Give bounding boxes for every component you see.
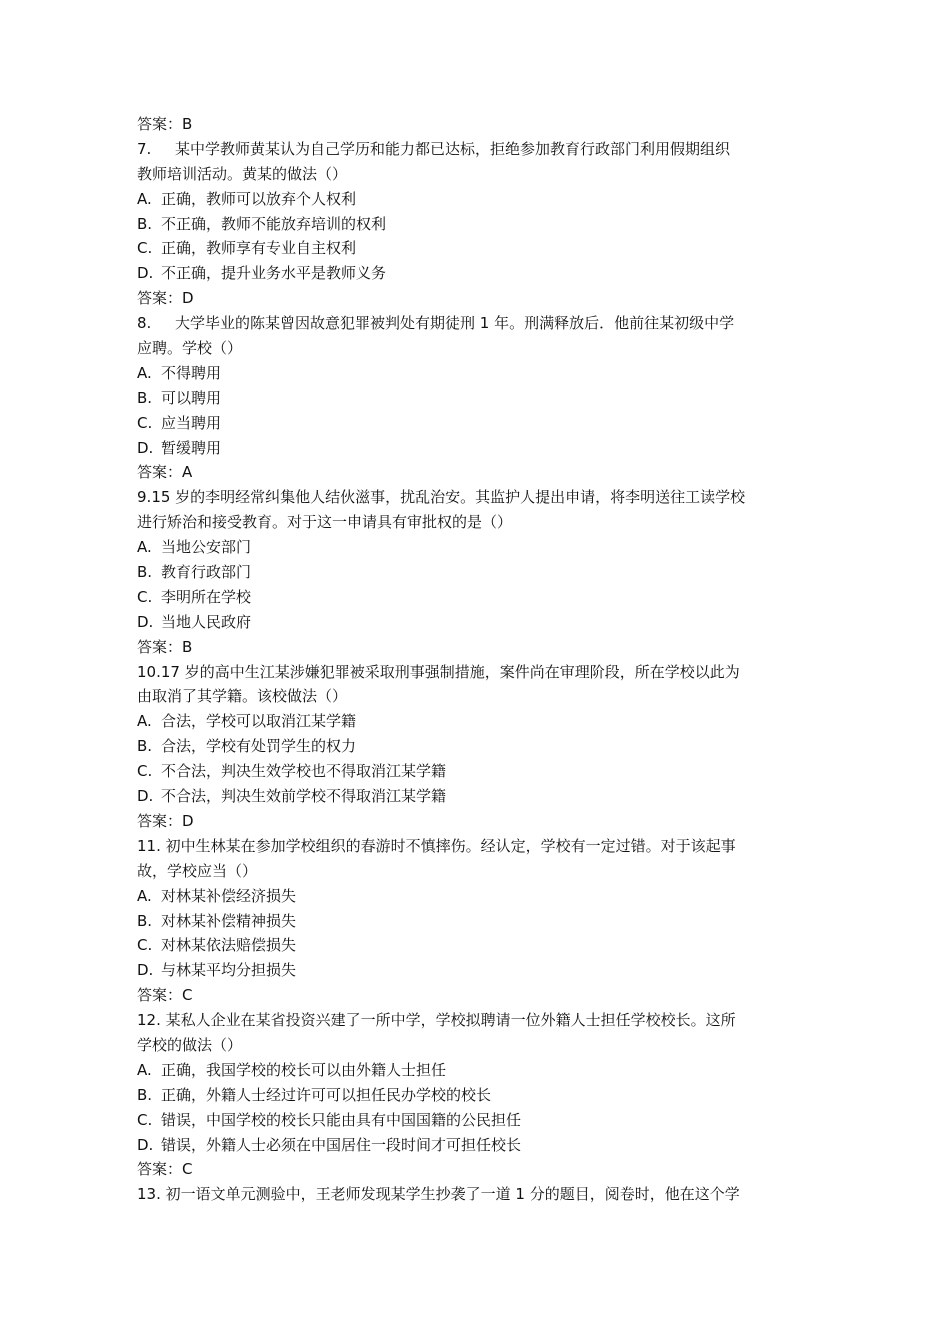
question-10 bbox=[137, 660, 827, 834]
option-letter: A. bbox=[137, 712, 152, 731]
option-d bbox=[137, 784, 827, 809]
option-letter: D. bbox=[137, 612, 154, 631]
question-stem-line: 教师培训活动。黄某的做法（） bbox=[137, 164, 348, 183]
answer-line: 答案：D bbox=[137, 811, 194, 830]
option-letter: A. bbox=[137, 886, 152, 905]
question-text: 17 岁的高中生江某涉嫌犯罪被采取刑事强制措施，案件尚在审理阶段，所在学校以此为 bbox=[160, 662, 740, 681]
question-text: 某私人企业在某省投资兴建了一所中学，学校拟聘请一位外籍人士担任学校校长。这所 bbox=[165, 1011, 736, 1030]
option-text: 不正确，提升业务水平是教师义务 bbox=[161, 264, 387, 283]
option-b bbox=[137, 909, 827, 934]
option-a bbox=[137, 187, 827, 212]
option-letter: A. bbox=[137, 538, 152, 557]
option-d bbox=[137, 1133, 827, 1158]
option-letter: B. bbox=[137, 388, 153, 407]
option-d bbox=[137, 261, 827, 286]
question-stem-line bbox=[137, 311, 827, 336]
question-11 bbox=[137, 834, 827, 1008]
option-text: 合法，学校有处罚学生的权力 bbox=[161, 737, 357, 756]
question-number: 10. bbox=[137, 662, 161, 681]
question-stem-line bbox=[137, 660, 827, 685]
option-text: 不合法，判决生效学校也不得取消江某学籍 bbox=[161, 762, 447, 781]
question-9 bbox=[137, 485, 827, 659]
question-number: 9. bbox=[137, 488, 152, 507]
option-letter: B. bbox=[137, 737, 153, 756]
question-12 bbox=[137, 1008, 827, 1182]
option-a bbox=[137, 884, 827, 909]
question-stem-line bbox=[137, 1182, 827, 1207]
option-a bbox=[137, 1058, 827, 1083]
option-a bbox=[137, 535, 827, 560]
question-8 bbox=[137, 311, 827, 485]
question-stem-line: 由取消了其学籍。该校做法（） bbox=[137, 687, 348, 706]
answer-line: 答案：B bbox=[137, 115, 193, 133]
option-text: 可以聘用 bbox=[161, 388, 222, 407]
option-letter: A. bbox=[137, 363, 152, 382]
option-d bbox=[137, 610, 827, 635]
question-stem-line bbox=[137, 1008, 827, 1033]
option-text: 教育行政部门 bbox=[161, 563, 252, 582]
question-number: 11. bbox=[137, 836, 161, 855]
question-number: 8. bbox=[137, 314, 152, 333]
option-c bbox=[137, 759, 827, 784]
option-a bbox=[137, 709, 827, 734]
option-b bbox=[137, 212, 827, 237]
question-13 bbox=[137, 1182, 827, 1207]
question-stem-line: 学校的做法（） bbox=[137, 1035, 243, 1054]
option-text: 正确，我国学校的校长可以由外籍人士担任 bbox=[161, 1060, 447, 1079]
option-text: 错误，中国学校的校长只能由具有中国国籍的公民担任 bbox=[161, 1110, 522, 1129]
option-text: 错误，外籍人士必须在中国居住一段时间才可担任校长 bbox=[161, 1135, 522, 1154]
option-c bbox=[137, 585, 827, 610]
answer-line: 答案：A bbox=[137, 463, 193, 482]
option-letter: D. bbox=[137, 787, 154, 806]
option-b bbox=[137, 560, 827, 585]
option-text: 李明所在学校 bbox=[161, 587, 252, 606]
option-letter: D. bbox=[137, 438, 154, 457]
option-text: 不正确，教师不能放弃培训的权利 bbox=[161, 214, 387, 233]
question-7 bbox=[137, 137, 827, 311]
question-text: 初中生林某在参加学校组织的春游时不慎摔伤。经认定，学校有一定过错。对于该起事 bbox=[165, 836, 736, 855]
option-text: 对林某依法赔偿损失 bbox=[161, 936, 297, 955]
option-text: 应当聘用 bbox=[161, 413, 222, 432]
page-content bbox=[137, 112, 827, 1207]
option-text: 对林某补偿经济损失 bbox=[161, 886, 297, 905]
option-letter: D. bbox=[137, 1135, 154, 1154]
question-number: 12. bbox=[137, 1011, 161, 1030]
answer-line: 答案：C bbox=[137, 1160, 193, 1179]
option-b bbox=[137, 734, 827, 759]
option-letter: B. bbox=[137, 214, 153, 233]
question-text: 某中学教师黄某认为自己学历和能力都已达标，拒绝参加教育行政部门利用假期组织 bbox=[175, 139, 731, 158]
option-letter: C. bbox=[137, 1110, 153, 1129]
option-a bbox=[137, 361, 827, 386]
option-letter: C. bbox=[137, 587, 153, 606]
question-text: 15 岁的李明经常纠集他人结伙滋事，扰乱治安。其监护人提出申请，将李明送往工读学校 bbox=[151, 488, 746, 507]
option-letter: C. bbox=[137, 413, 153, 432]
option-text: 不合法，判决生效前学校不得取消江某学籍 bbox=[161, 787, 447, 806]
option-text: 对林某补偿精神损失 bbox=[161, 911, 297, 930]
option-letter: D. bbox=[137, 961, 154, 980]
option-text: 与林某平均分担损失 bbox=[161, 961, 297, 980]
option-c bbox=[137, 933, 827, 958]
option-letter: C. bbox=[137, 762, 153, 781]
option-d bbox=[137, 958, 827, 983]
option-text: 当地公安部门 bbox=[161, 538, 252, 557]
option-letter: B. bbox=[137, 1085, 153, 1104]
option-letter: D. bbox=[137, 264, 154, 283]
option-letter: C. bbox=[137, 936, 153, 955]
question-stem-line: 进行矫治和接受教育。对于这一申请具有审批权的是（） bbox=[137, 513, 513, 532]
option-letter: A. bbox=[137, 1060, 152, 1079]
option-text: 暂缓聘用 bbox=[161, 438, 222, 457]
option-c bbox=[137, 1108, 827, 1133]
option-b bbox=[137, 1083, 827, 1108]
option-d bbox=[137, 436, 827, 461]
option-letter: B. bbox=[137, 563, 153, 582]
answer-line: 答案：B bbox=[137, 637, 193, 656]
answer-line: 答案：C bbox=[137, 986, 193, 1005]
option-text: 合法，学校可以取消江某学籍 bbox=[161, 712, 357, 731]
option-c bbox=[137, 411, 827, 436]
question-stem-line bbox=[137, 137, 827, 162]
question-stem-line: 应聘。学校（） bbox=[137, 339, 243, 358]
option-letter: C. bbox=[137, 239, 153, 258]
question-stem-line bbox=[137, 834, 827, 859]
option-letter: B. bbox=[137, 911, 153, 930]
question-number: 7. bbox=[137, 139, 152, 158]
question-stem-line: 故，学校应当（） bbox=[137, 861, 258, 880]
option-letter: A. bbox=[137, 189, 152, 208]
option-text: 正确，教师享有专业自主权利 bbox=[161, 239, 357, 258]
option-text: 当地人民政府 bbox=[161, 612, 252, 631]
option-c bbox=[137, 236, 827, 261]
question-text: 大学毕业的陈某曾因故意犯罪被判处有期徒刑 1 年。刑满释放后．他前往某初级中学 bbox=[175, 314, 735, 333]
option-text: 正确，外籍人士经过许可可以担任民办学校的校长 bbox=[161, 1085, 492, 1104]
option-text: 正确，教师可以放弃个人权利 bbox=[161, 189, 357, 208]
question-number: 13. bbox=[137, 1185, 161, 1204]
question-text: 初一语文单元测验中，王老师发现某学生抄袭了一道 1 分的题目，阅卷时，他在这个学 bbox=[165, 1185, 740, 1204]
option-b bbox=[137, 386, 827, 411]
question-stem-line bbox=[137, 485, 827, 510]
option-text: 不得聘用 bbox=[161, 363, 222, 382]
answer-line: 答案：D bbox=[137, 289, 194, 308]
